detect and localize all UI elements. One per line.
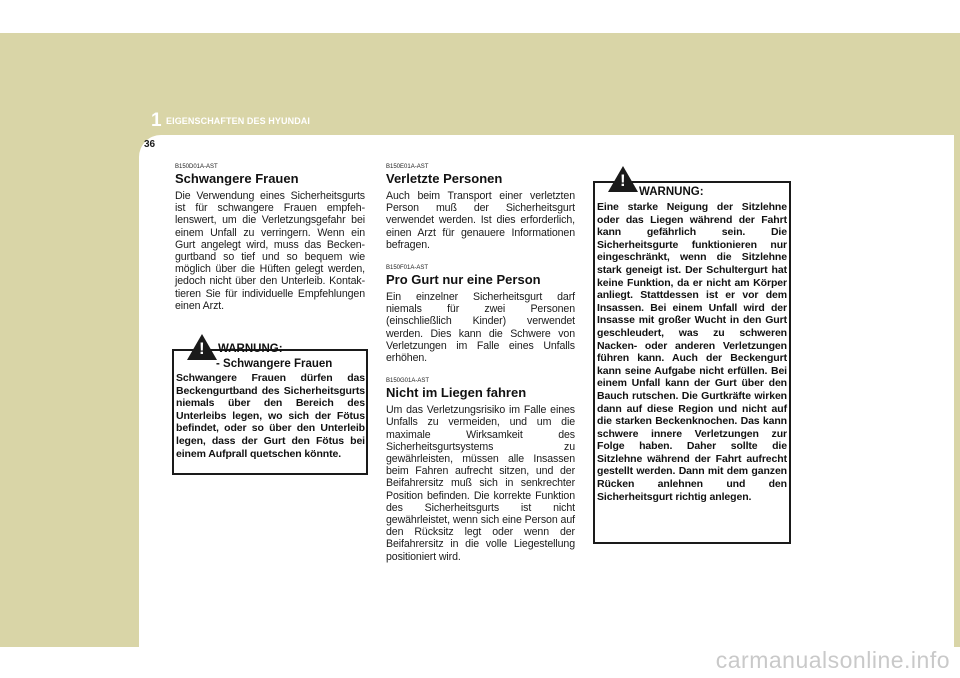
- section-title: Nicht im Liegen fahren: [386, 385, 527, 401]
- section-code: B150E01A-AST: [386, 164, 429, 170]
- section-code: B150G01A-AST: [386, 378, 430, 385]
- section-body: Die Verwendung eines Sicherheitsgurts ist für schwangere Frauen empfeh-lenswert, um die Verletzungsgefahr bei einem Unfall zu verringern. Wenn ein Gurt angelegt wird, muss das Becken-gurtband so tief und so bequem wie möglich über die Hüften gelegt werden, jedoch nicht über den Unterleib. Kontak-tieren Sie für individuelle Empfehlungen einen Arzt.: [175, 190, 365, 312]
- section-title: Schwangere Frauen: [175, 171, 299, 186]
- warning-subtitle: - Schwangere Frauen: [216, 358, 333, 370]
- site-watermark: carmanualsonline.info: [715, 647, 950, 673]
- warning-triangle-icon: !: [608, 166, 638, 192]
- page-number: 36: [144, 139, 156, 150]
- section-code: B150F01A-AST: [386, 265, 429, 272]
- warning-body: Eine starke Neigung der Sitzlehne oder das Liegen während der Fahrt kann gefährlich sein. Die Sicherheitsgurte funktionieren nur eingeschränkt, wenn die Sitzlehne stark geneigt ist. Der Schultergurt hat keine Funktion, da er nicht am Körper anliegt. Stattdessen ist er vor dem Insassen. Bei einem Unfall wird der Insasse mit großer Wucht in den Gurt geschleudert, was zu schweren Nacken- oder anderen Verletzungen führen kann. Auch der Beckengurt kann seine Aufgabe nicht erfüllen. Bei einem Unfall kann der Gurt über den Bauch rutschen. Die Gurtkräfte wirken dann auf diese Region und nicht auf die starken Beckenknochen. Das kann schwere innere Verletzungen zur Folge haben. Daher sollte die Sitzlehne während der Fahrt aufrecht gestellt werden. Dann mit dem ganzen Rücken anlehnen und den Sicherheitsgurt richtig anlegen.: [597, 201, 787, 503]
- section-body: Um das Verletzungsrisiko im Falle eines Unfalls zu vermeiden, und um die maximale Wirksamkeit des Sicherheitsgurtsystems zu gewährleisten, müssen alle Insassen beim Fahren aufrecht sitzen, und der Beifahrersitz muß sich in senkrechter Position befinden. Die korrekte Funktion des Sicherheitsgurts ist nicht gewährleistet, wenn sich eine Person auf den Rücksitz legt oder wenn der Beifahrersitz in die volle Liegestellung positioniert wird.: [386, 404, 575, 563]
- section-title: Verletzte Personen: [386, 171, 503, 186]
- section-pregnant-women: [175, 164, 365, 312]
- warning-box-pregnant: [172, 339, 368, 475]
- warning-title: WARNUNG:: [639, 186, 704, 198]
- section-body: Auch beim Transport einer verletzten Person muß der Sicherheitsgurt verwendet werden. Ist dies erforderlich, einen Arzt für genauere Informationen befragen.: [386, 190, 575, 251]
- section-title: Pro Gurt nur eine Person: [386, 272, 541, 288]
- warning-title: WARNUNG:: [218, 343, 283, 355]
- warning-triangle-icon: !: [187, 334, 217, 360]
- warning-body: Schwangere Frauen dürfen das Beckengurtband des Sicherheitsgurts niemals über den Bereich des Unterleibs legen, wo sich der Fötus befindet, oder so über den Unterleib legen, dass der Gurt den Fötus bei einem Aufprall quetschen könnte.: [176, 372, 365, 460]
- chapter-number: 1: [151, 110, 162, 131]
- section-code: B150D01A-AST: [175, 164, 218, 170]
- section-body: Ein einzelner Sicherheitsgurt darf niemals für zwei Personen (einschließlich Kinder) verwendet werden. Dies kann die Schwere von Verletzungen im Falle eines Unfalls erhöhen.: [386, 291, 575, 365]
- warning-box-reclining: [593, 171, 791, 544]
- chapter-title: EIGENSCHAFTEN DES HYUNDAI: [166, 116, 311, 126]
- middle-column: [386, 164, 575, 563]
